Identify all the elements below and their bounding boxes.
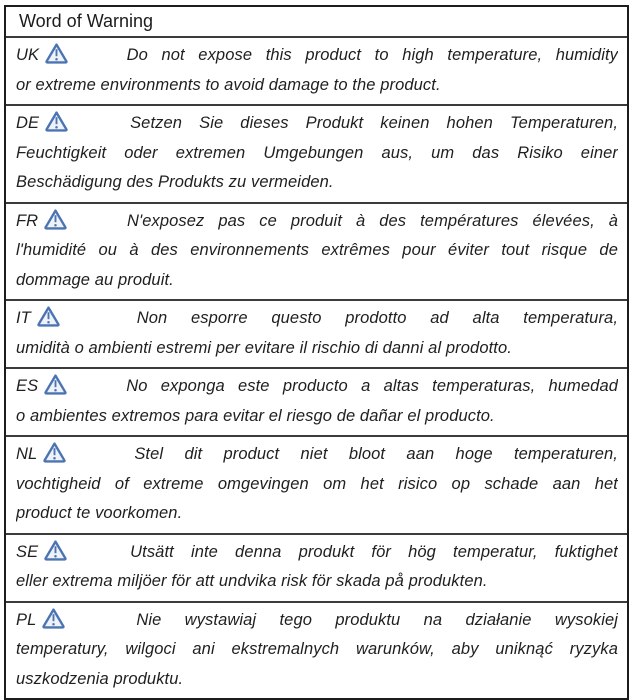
warning-text-line: Setzen Sie dieses Produkt keinen hohen Temperaturen, <box>130 114 618 132</box>
language-code: FR <box>16 211 39 230</box>
language-code: UK <box>16 46 40 64</box>
warning-row-nl <box>6 435 627 533</box>
warning-text-line: Utsätt inte denna produkt för hög temperatur, fuktighet <box>130 542 618 561</box>
language-code: ES <box>16 377 39 395</box>
warning-row-pl <box>6 601 627 699</box>
warning-table <box>4 5 629 700</box>
warning-triangle-icon <box>45 43 68 64</box>
language-code: SE <box>16 542 39 561</box>
warning-text-line: product te voorkomen. <box>16 504 183 522</box>
warning-triangle-icon <box>44 209 67 230</box>
warning-row-fr <box>6 202 627 300</box>
warning-row-de <box>6 104 627 202</box>
language-code: IT <box>16 309 31 327</box>
warning-triangle-icon <box>42 608 65 629</box>
table-header-row <box>6 7 627 36</box>
warning-triangle-icon <box>37 306 60 327</box>
warning-text-line: l'humidité ou à des environnements extrêmes pour éviter tout risque de <box>16 241 618 259</box>
warning-text-line: vochtigheid of extreme omgevingen om het risico op schade aan het <box>16 474 618 493</box>
warning-triangle-icon <box>43 442 66 463</box>
warning-text-line: o ambientes extremos para evitar el riesgo de dañar el producto. <box>16 406 495 425</box>
warning-text-line: N'exposez pas ce produit à des températures élevées, à <box>126 211 618 230</box>
warning-row-uk <box>6 36 627 104</box>
language-code: NL <box>16 445 38 463</box>
warning-text-line: Stel dit product niet bloot aan hoge temperaturen, <box>134 445 618 463</box>
row-prefix <box>16 606 113 636</box>
warning-row-it <box>6 299 627 367</box>
row-prefix <box>16 372 113 402</box>
warning-text-line: dommage au produit. <box>16 270 174 289</box>
row-prefix <box>16 109 113 139</box>
warning-triangle-icon <box>44 540 67 561</box>
warning-triangle-icon <box>45 111 68 132</box>
language-code: DE <box>16 114 40 132</box>
warning-text-line: Feuchtigkeit oder extremen Umgebungen aus, um das Risiko einer <box>16 143 618 162</box>
warning-text-line: Nie wystawiaj tego produktu na działanie wysokiej <box>136 610 618 629</box>
warning-text-line: temperatury, wilgoci ani ekstremalnych warunków, aby uniknąć ryzyka <box>16 640 618 658</box>
warning-text-line: eller extrema miljöer för att undvika risk för skada på produkten. <box>16 572 488 590</box>
row-prefix <box>16 207 113 237</box>
warning-text-line: Beschädigung des Produkts zu vermeiden. <box>16 173 334 191</box>
warning-text-line: uszkodzenia produktu. <box>16 669 184 688</box>
warning-triangle-icon <box>44 374 67 395</box>
warning-row-se <box>6 533 627 601</box>
row-prefix <box>16 538 113 568</box>
row-prefix <box>16 304 113 334</box>
warning-text-line: Do not expose this product to high temperature, humidity <box>126 46 618 64</box>
table-title: Word of Warning <box>19 11 154 31</box>
warning-row-es <box>6 367 627 435</box>
warning-text-line: No exponga este producto a altas temperaturas, humedad <box>126 377 618 395</box>
language-code: PL <box>16 610 37 629</box>
row-prefix <box>16 41 113 71</box>
warning-text-line: Non esporre questo prodotto ad alta temperatura, <box>136 309 618 327</box>
warning-text-line: umidità o ambienti estremi per evitare il rischio di danni al prodotto. <box>16 338 512 357</box>
row-prefix <box>16 440 113 470</box>
warning-text-line: or extreme environments to avoid damage to the product. <box>16 75 441 94</box>
